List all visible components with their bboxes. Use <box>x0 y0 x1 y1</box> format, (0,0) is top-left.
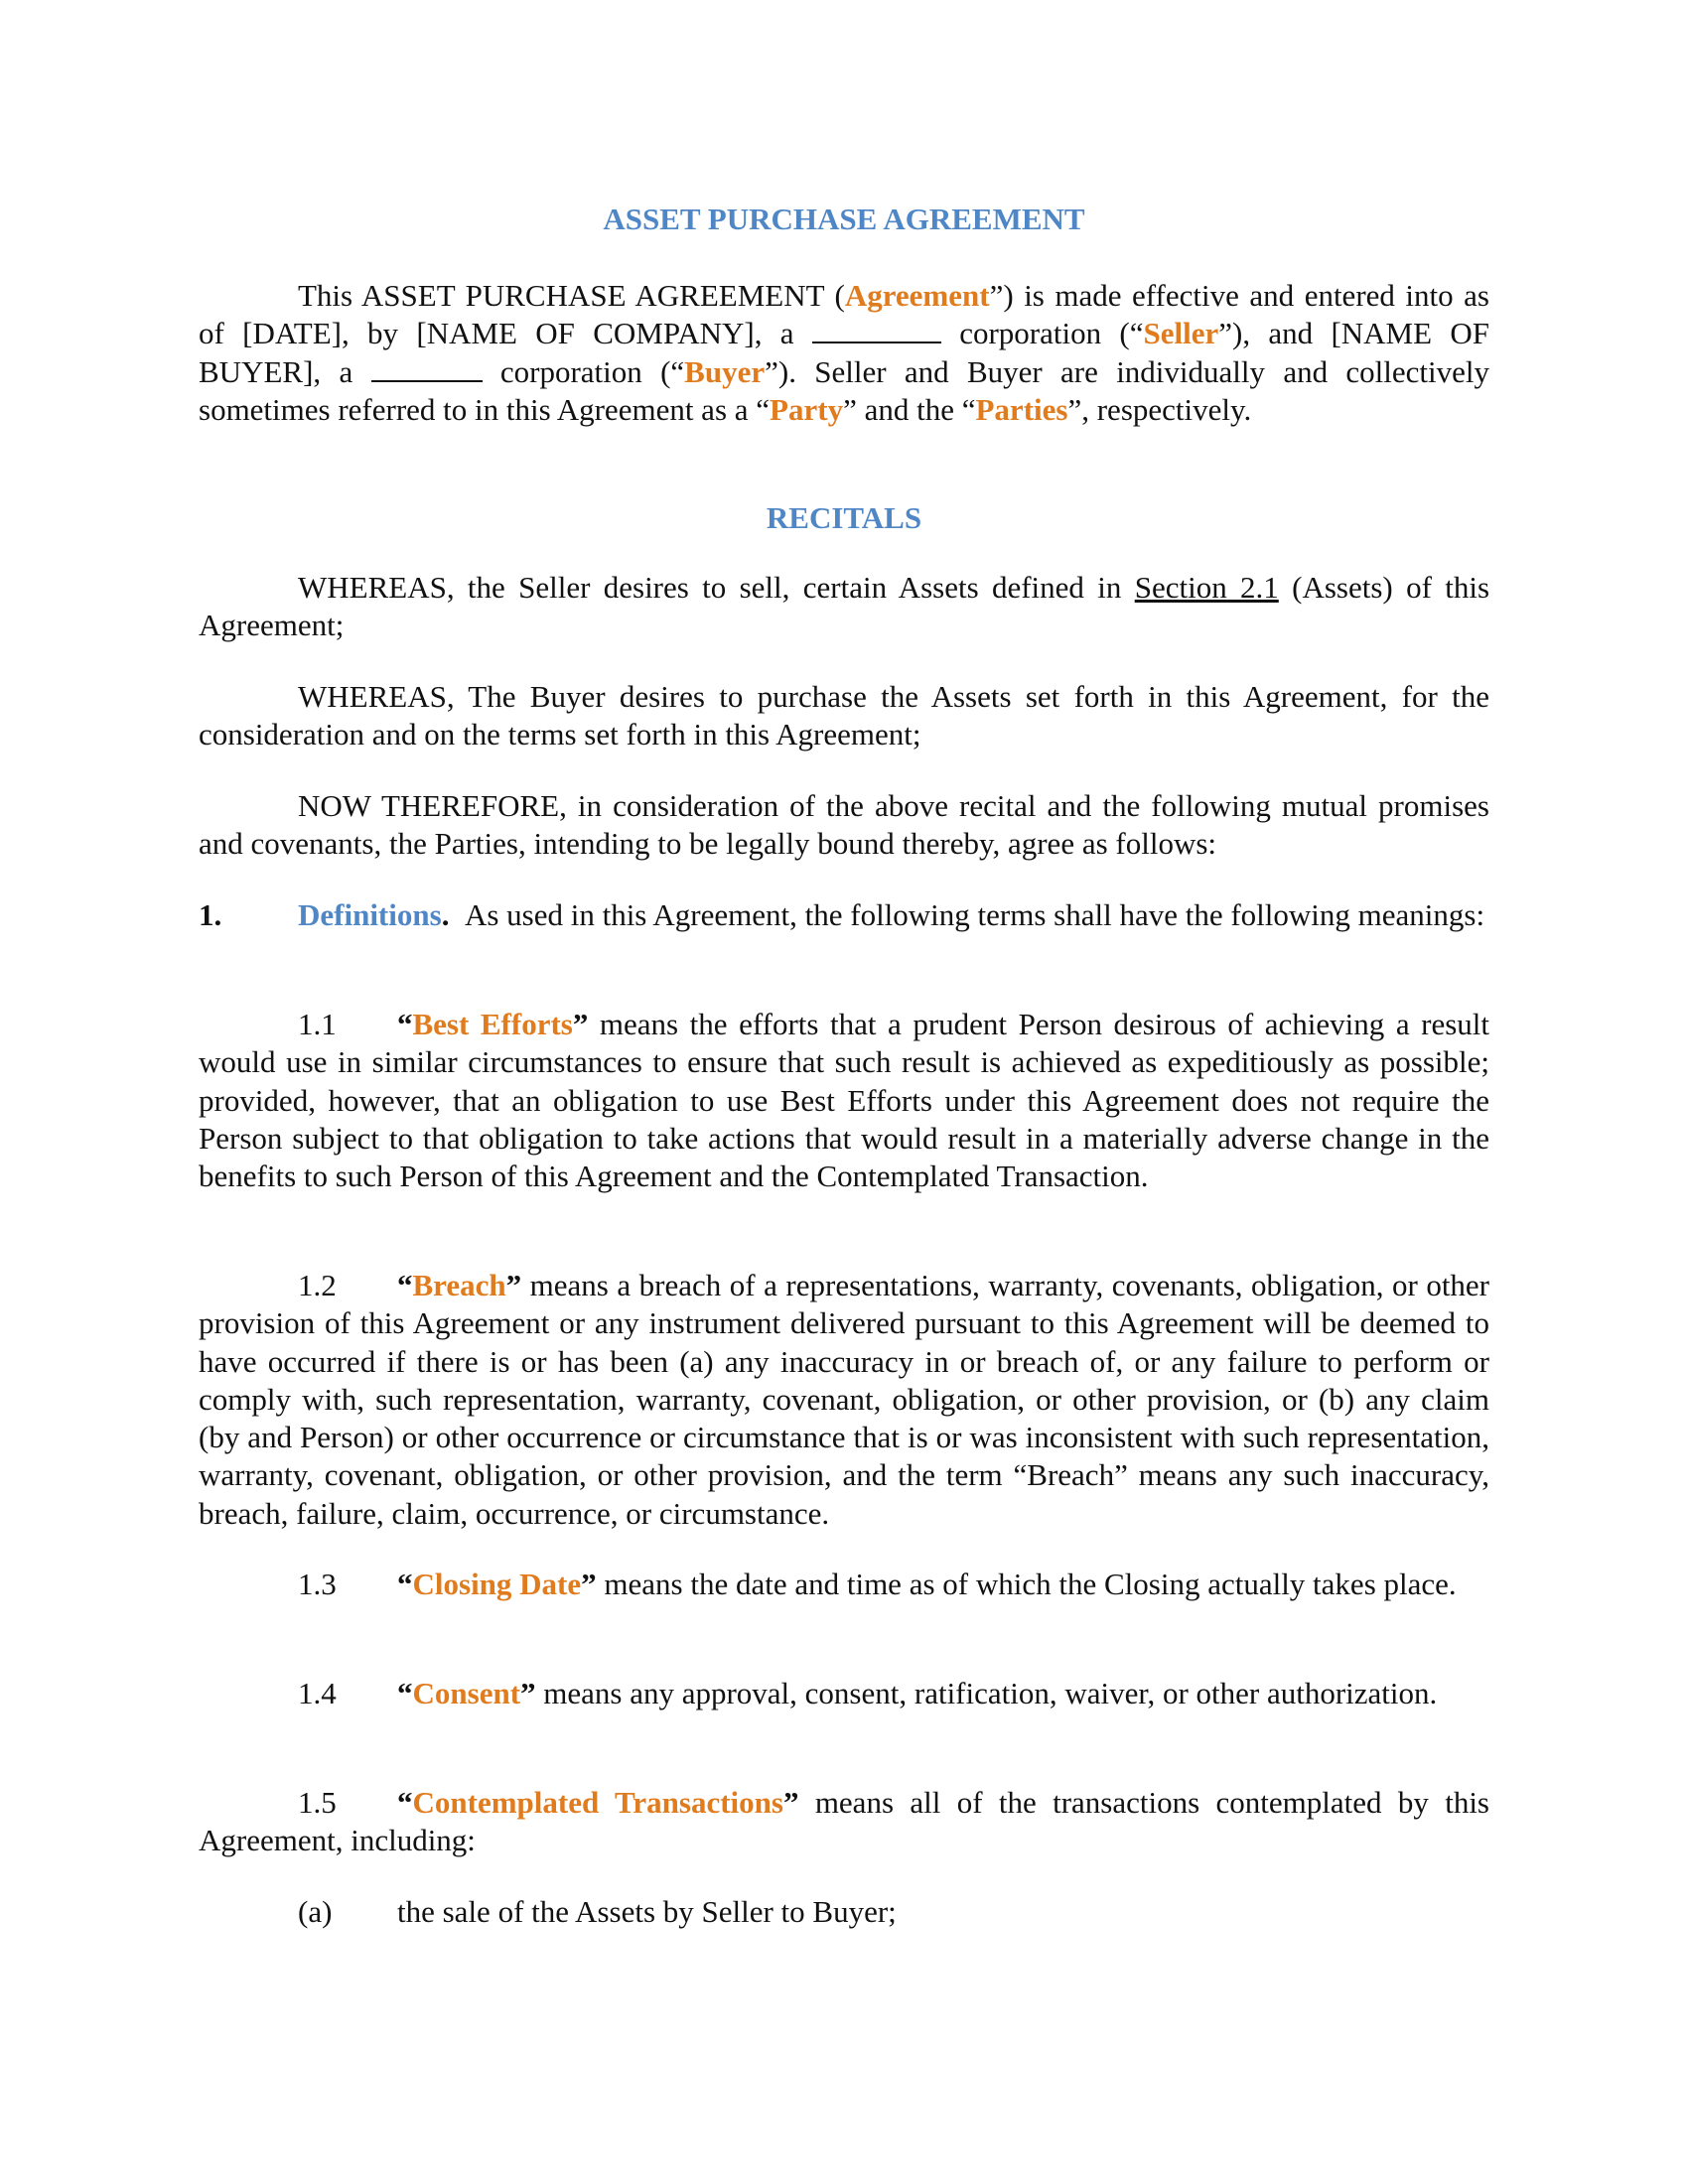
term-best-efforts: Best Efforts <box>412 1007 573 1041</box>
now-therefore-paragraph: NOW THEREFORE, in consideration of the above recital and the following mutual promises and covenants, the Parties, intending to be legally bound thereby, agree as follows: <box>199 788 1489 862</box>
section-number: 1. <box>199 897 222 932</box>
definition-1-5: 1.5 “Contemplated Transactions” means all of the transactions contemplated by this Agreement, including: <box>199 1785 1490 1858</box>
section-1-definitions: 1. Definitions. As used in this Agreement, the following terms shall have the following meanings: <box>199 896 1489 934</box>
term-contemplated-transactions: Contemplated Transactions <box>412 1785 783 1820</box>
term-seller: Seller <box>1143 316 1219 351</box>
whereas-paragraph-2: WHEREAS, The Buyer desires to purchase the Assets set forth in this Agreement, for the consideration and on the terms set forth in this Agreement; <box>199 679 1489 752</box>
whereas-paragraph-1: WHEREAS, the Seller desires to sell, certain Assets defined in Section 2.1 (Assets) of this Agreement; <box>199 570 1490 643</box>
document-title: ASSET PURCHASE AGREEMENT <box>603 202 1085 236</box>
definition-1-1: 1.1 “Best Efforts” means the efforts that a prudent Person desirous of achieving a result would use in similar circumstances to ensure that such result is achieved as expeditiously as possible; provided, however, that an obligation to use Best Efforts under this Agreement does not require the Person subject to that obligation to take actions that would result in a materially adverse change in the benefits to such Person of this Agreement and the Contemplated Transaction. <box>199 1007 1490 1194</box>
term-parties: Parties <box>975 391 1068 427</box>
list-item-label: (a) <box>298 1894 333 1929</box>
list-item-a <box>298 1893 897 1931</box>
definition-1-3: 1.3 “Closing Date” means the date and time as of which the Closing actually takes place. <box>298 1567 1457 1601</box>
term-breach: Breach <box>412 1268 506 1302</box>
section-2-1-reference: Section 2.1 <box>1134 570 1279 605</box>
list-item-text: the sale of the Assets by Seller to Buyer; <box>397 1894 897 1929</box>
recitals-heading: RECITALS <box>766 500 922 535</box>
blank-buyer-state <box>371 356 483 382</box>
definition-1-2: 1.2 “Breach” means a breach of a representations, warranty, covenants, obligation, or other provision of this Agreement or any instrument delivered pursuant to this Agreement will be deemed to have occurred if there is or has been (a) any inaccuracy in or breach of, or any failure to perform or comply with, such representation, warranty, covenant, obligation, or other provision, or (b) any claim (by and Person) or other occurrence or circumstance that is or was inconsistent with such representation, warranty, covenant, obligation, or other provision, and the term “Breach” means any such inaccuracy, breach, failure, claim, occurrence, or circumstance. <box>199 1268 1490 1531</box>
term-buyer: Buyer <box>684 353 766 389</box>
intro-paragraph: This ASSET PURCHASE AGREEMENT (Agreement”) is made effective and entered into as of [DATE], by [NAME OF COMPANY], a corporation (“Seller”), and [NAME OF BUYER], a corporation (“Buyer”). Seller and Buyer are individually and collectively sometimes referred to in this Agreement as a “Party” and the “Parties”, respectively. <box>199 278 1490 427</box>
blank-seller-state <box>812 318 941 343</box>
section-title: Definitions <box>298 897 442 932</box>
term-closing-date: Closing Date <box>412 1567 582 1601</box>
term-consent: Consent <box>412 1676 521 1710</box>
definition-1-4: 1.4 “Consent” means any approval, consent, ratification, waiver, or other authorization. <box>298 1676 1438 1710</box>
term-agreement: Agreement <box>844 278 990 313</box>
term-party: Party <box>770 391 844 427</box>
